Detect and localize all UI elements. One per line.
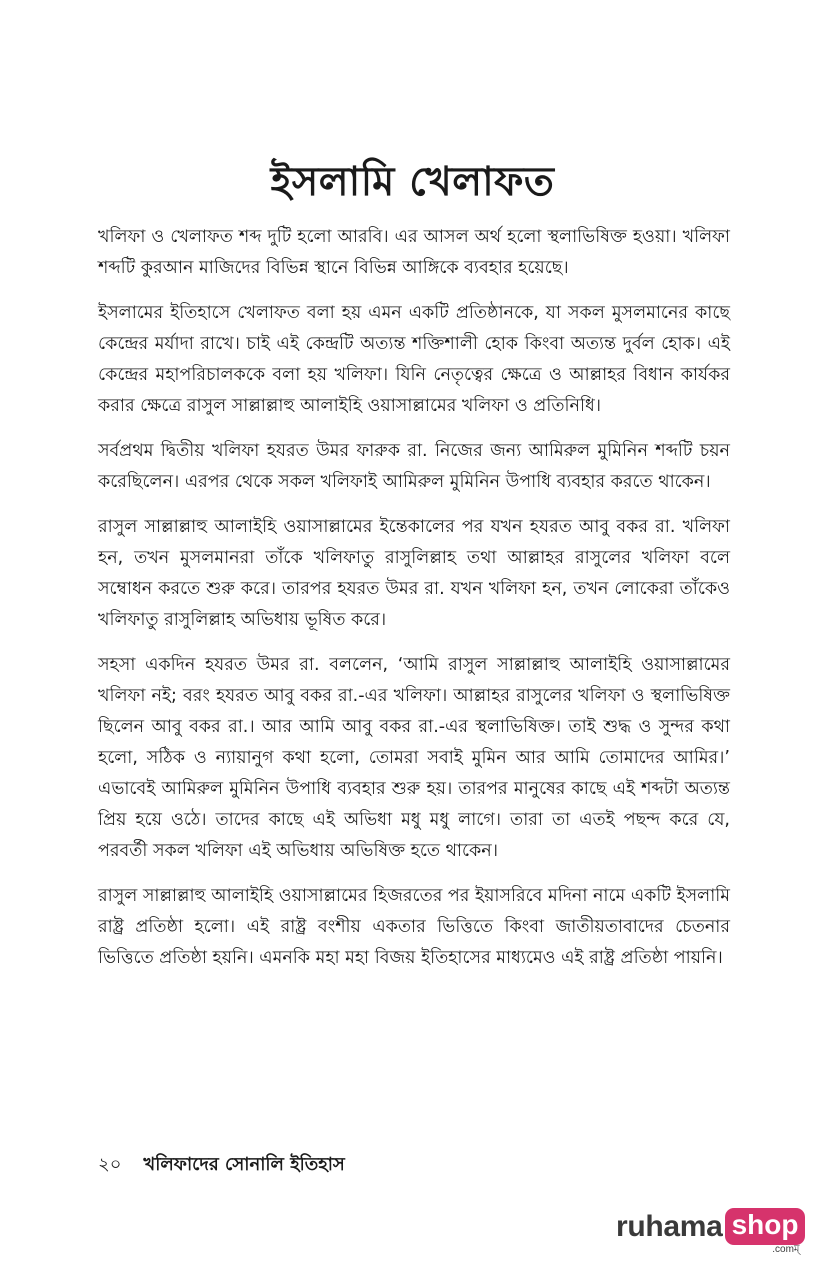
- paragraph-5: সহসা একদিন হযরত উমর রা. বললেন, ‘আমি রাসুল সাল্লাল্লাহু আলাইহি ওয়াসাল্লামের খলিফা নই; বরং হযরত আবু বকর রা.-এর খলিফা। আল্লাহর রাসুলের খলিফা ও স্থলাভিষিক্ত ছিলেন আবু বকর রা.। আর আমি আবু বকর রা.-এর স্থলাভিষিক্ত। তাই শুদ্ধ ও সুন্দর কথা হলো, সঠিক ও ন্যায়ানুগ কথা হলো, তোমরা সবাই মুমিন আর আমি তোমাদের আমির।’ এভাবেই আমিরুল মুমিনিন উপাধি ব্যবহার শুরু হয়। তারপর মানুষের কাছে এই শব্দটা অত্যন্ত প্রিয় হয়ে ওঠে। তাদের কাছে এই অভিধা মধু মধু লাগে। তারা তা এতই পছন্দ করে যে, পরবর্তী সকল খলিফা এই অভিধায় অভিষিক্ত হতে থাকেন।: [98, 655, 730, 861]
- watermark-badge: shop: [725, 1208, 806, 1245]
- page-title: ইসলামি খেলাফত: [270, 159, 555, 205]
- page-number: ২০: [98, 1154, 122, 1175]
- watermark-text: ruhama: [616, 1209, 723, 1243]
- page-footer: [98, 1150, 345, 1181]
- watermark-domain: .comম্: [772, 1244, 800, 1255]
- running-book-title: খলিফাদের সোনালি ইতিহাস: [143, 1154, 345, 1175]
- paragraph-3: সর্বপ্রথম দ্বিতীয় খলিফা হযরত উমর ফারুক রা. নিজের জন্য আমিরুল মুমিনিন শব্দটি চয়ন করেছিলেন। এরপর থেকে সকল খলিফাই আমিরুল মুমিনিন উপাধি ব্যবহার করতে থাকেন।: [98, 441, 730, 492]
- body-text: [98, 222, 730, 988]
- paragraph-2: ইসলামের ইতিহাসে খেলাফত বলা হয় এমন একটি প্রতিষ্ঠানকে, যা সকল মুসলমানের কাছে কেন্দ্রের মর্যাদা রাখে। চাই এই কেন্দ্রটি অত্যন্ত শক্তিশালী হোক কিংবা অত্যন্ত দুর্বল হোক। এই কেন্দ্রের মহাপরিচালককে বলা হয় খলিফা। যিনি নেতৃত্বের ক্ষেত্রে ও আল্লাহর বিধান কার্যকর করার ক্ষেত্রে রাসুল সাল্লাল্লাহু আলাইহি ওয়াসাল্লামের খলিফা ও প্রতিনিধি।: [98, 303, 730, 416]
- paragraph-1: খলিফা ও খেলাফত শব্দ দুটি হলো আরবি। এর আসল অর্থ হলো স্থলাভিষিক্ত হওয়া। খলিফা শব্দটি কুরআন মাজিদের বিভিন্ন স্থানে বিভিন্ন আঙ্গিকে ব্যবহার হয়েছে।: [98, 227, 730, 278]
- watermark-logo: [616, 1208, 805, 1255]
- paragraph-6: রাসুল সাল্লাল্লাহু আলাইহি ওয়াসাল্লামের হিজরতের পর ইয়াসরিবে মদিনা নামে একটি ইসলামি রাষ্ট্র প্রতিষ্ঠা হলো। এই রাষ্ট্র বংশীয় একতার ভিত্তিতে কিংবা জাতীয়তাবাদের চেতনার ভিত্তিতে প্রতিষ্ঠা হয়নি। এমনকি মহা মহা বিজয় ইতিহাসের মাধ্যমেও এই রাষ্ট্র প্রতিষ্ঠা পায়নি।: [98, 886, 730, 968]
- paragraph-4: রাসুল সাল্লাল্লাহু আলাইহি ওয়াসাল্লামের ইন্তেকালের পর যখন হযরত আবু বকর রা. খলিফা হন, তখন মুসলমানরা তাঁকে খলিফাতু রাসুলিল্লাহ তথা আল্লাহর রাসুলের খলিফা বলে সম্বোধন করতে শুরু করে। তারপর হযরত উমর রা. যখন খলিফা হন, তখন লোকেরা তাঁকেও খলিফাতু রাসুলিল্লাহ অভিধায় ভূষিত করে।: [98, 517, 730, 630]
